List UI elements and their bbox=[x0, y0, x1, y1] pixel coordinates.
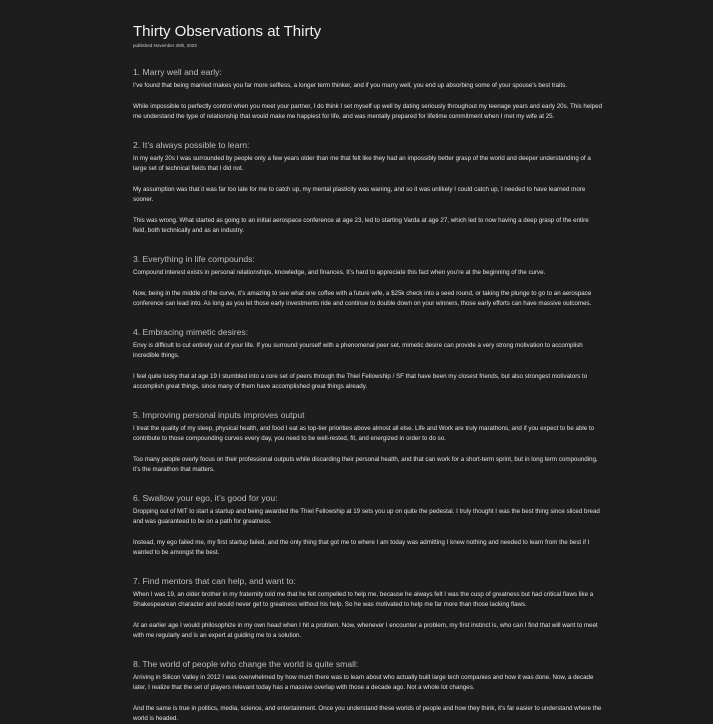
paragraph: This was wrong. What started as going to an initial aerospace conference at age 23, led to starting Varda at age 27, which led to now having a deep grasp of the entire field, both technically and as an industry. bbox=[133, 217, 589, 234]
section-heading: 7. Find mentors that can help, and want to: bbox=[133, 576, 296, 586]
paragraph: Compound interest exists in personal relationships, knowledge, and finances. It’s hard to appreciate this fact when you’re at the beginning of the curve. bbox=[133, 269, 546, 276]
paragraph: I feel quite lucky that at age 19 I stumbled into a core set of peers through the Thiel Fellowship / SF that have been my closest friends, but also strongest motivators to accomplish great things, since many of them have accomplished great things already. bbox=[133, 373, 588, 390]
paragraph: In my early 20s I was surrounded by people only a few years older than me that felt like they had an impossibly better grasp of the world and deeper understanding of a large set of technical fields that I did not. bbox=[133, 155, 591, 172]
paragraph: Now, being in the middle of the curve, it’s amazing to see what one coffee with a future wife, a $25k check into a seed round, or taking the plunge to go to an aerospace conference can lead into. As long as you let those early investments ride and continue to double down on your winners, those early efforts can have massive outcomes. bbox=[133, 290, 592, 307]
paragraph: And the same is true in politics, media, science, and entertainment. Once you understand these worlds of people and how they think, it’s far easier to understand where the world is headed. bbox=[133, 705, 602, 722]
paragraph: At an earlier age I would philosophize in my own head when I hit a problem. Now, whenever I encounter a problem, my first instinct is, who can I find that will want to meet with me regularly and is an expert at guiding me to a solution. bbox=[133, 622, 598, 639]
section-heading: 5. Improving personal inputs improves output bbox=[133, 410, 305, 420]
paragraph: Too many people overly focus on their professional outputs while discarding their personal health, and that can work for a short-term sprint, but in long term compounding, it’s the marathon that matters. bbox=[133, 456, 598, 473]
section-heading: 2. It’s always possible to learn: bbox=[133, 140, 250, 150]
section-heading: 3. Everything in life compounds: bbox=[133, 254, 255, 264]
section-8 bbox=[133, 659, 603, 724]
paragraph: I treat the quality of my sleep, physical health, and food I eat as top-tier priorities above almost all else. Life and Work are truly marathons, and if you expect to be able to contribute to those compounding curves every day, you need to be well-rested, fit, and energized in order to do so. bbox=[133, 425, 595, 442]
section-1 bbox=[133, 67, 603, 122]
paragraph: While impossible to perfectly control when you meet your partner, I do think I set myself up well by dating seriously throughout my teenage years and early 20s. This helped me understand the type of relationship that would make me happiest for life, and was mentally prepared for lifetime commitment when I met my wife at 25. bbox=[133, 103, 603, 120]
section-5 bbox=[133, 410, 603, 475]
page-title: Thirty Observations at Thirty bbox=[133, 23, 322, 40]
section-heading: 1. Marry well and early: bbox=[133, 67, 222, 77]
paragraph: Envy is difficult to cut entirely out of your life. If you surround yourself with a phenomenal peer set, mimetic desire can provide a very strong motivation to accomplish incredible things. bbox=[133, 342, 583, 359]
section-7 bbox=[133, 576, 603, 641]
section-heading: 8. The world of people who change the world is quite small: bbox=[133, 659, 359, 669]
publish-date: published November 30th, 2023 bbox=[133, 43, 197, 48]
paragraph: My assumption was that it was far too late for me to catch up, my mental plasticity was waning, and so it was unlikely I could catch up, I needed to have learned more sooner. bbox=[133, 186, 586, 203]
section-heading: 6. Swallow your ego, it’s good for you: bbox=[133, 493, 278, 503]
paragraph: I’ve found that being married makes you far more selfless, a longer term thinker, and if you marry well, you end up absorbing some of your spouse’s best traits. bbox=[133, 82, 567, 89]
section-2 bbox=[133, 140, 603, 236]
paragraph: Arriving in Silicon Valley in 2012 I was overwhelmed by how much there was to learn about who actually built large tech companies and how it was done. Now, a decade later, I realize that the set of players relevant today has a massive overlap with those a decade ago. Not a whole lot changes. bbox=[133, 674, 594, 691]
paragraph: Dropping out of MIT to start a startup and being awarded the Thiel Fellowship at 19 sets you up on quite the pedestal. I truly thought I was the best thing since sliced bread and was guaranteed to be on a path for greatness. bbox=[133, 508, 600, 525]
section-heading: 4. Embracing mimetic desires: bbox=[133, 327, 249, 337]
article bbox=[133, 22, 603, 724]
section-4 bbox=[133, 327, 603, 392]
paragraph: When I was 19, an older brother in my fraternity told me that he felt compelled to help me, because he always felt I was the cusp of greatness but had critical flaws like a Shakespearean character and would never get to greatness without his help. So he was motivated to help me far more than those lacking flaws. bbox=[133, 591, 594, 608]
section-3 bbox=[133, 254, 603, 309]
paragraph: Instead, my ego failed me, my first startup failed, and the only thing that got me to where I am today was admitting I knew nothing and needed to learn from the best if I wanted to be amongst the best. bbox=[133, 539, 590, 556]
section-6 bbox=[133, 493, 603, 558]
